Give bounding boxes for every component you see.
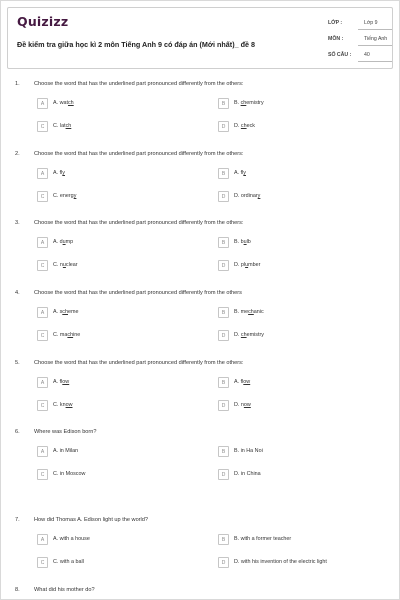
option-letter-box: A [37,534,48,545]
meta-divider [358,29,392,30]
question-number: 2. [15,151,20,157]
option-text: A. flow [234,379,251,385]
option-letter-box: C [37,330,48,341]
question-text: How did Thomas A. Edison light up the world? [34,517,149,523]
option-letter-box: D [218,191,229,202]
meta-class-value: Lớp 9 [364,20,378,26]
option-text: B. chemistry [234,100,264,106]
option-letter-box: A [37,237,48,248]
question-number: 4. [15,290,20,296]
option-text: C. in Moscow [53,471,86,477]
option-text: A. scheme [53,309,79,315]
option-letter-box: C [37,400,48,411]
option-letter-box: C [37,191,48,202]
meta-subject-label: MÔN : [328,36,344,42]
option-text: A. dump [53,239,74,245]
option-letter-box: D [218,260,229,271]
question-number: 7. [15,517,20,523]
option-letter-box: B [218,534,229,545]
worksheet-title: Đề kiểm tra giữa học kì 2 môn Tiếng Anh 9 có đáp án (Mới nhất)_ đề 8 [17,40,255,49]
option-letter-box: B [218,307,229,318]
option-letter-box: C [37,557,48,568]
question-text: Choose the word that has the underlined part pronounced differently from the others: [34,81,244,87]
option-letter-box: A [37,377,48,388]
option-text: D. in China [234,471,261,477]
option-text: D. chemistry [234,332,264,338]
meta-subject-row [320,33,390,47]
option-text: B. with a former teacher [234,536,292,542]
option-text: C. energy [53,193,77,199]
option-letter-box: D [218,121,229,132]
option-letter-box: A [37,98,48,109]
question-text: Choose the word that has the underlined part pronounced differently from the others: [34,360,244,366]
question-text: What did his mother do? [34,587,95,593]
option-letter-box: C [37,260,48,271]
meta-subject-value: Tiếng Anh [364,36,388,42]
option-letter-box: B [218,98,229,109]
option-letter-box: A [37,307,48,318]
option-letter-box: C [37,469,48,480]
option-text: A. in Milan [53,448,79,454]
option-text: D. plumber [234,262,261,268]
question-text: Where was Edison born? [34,429,97,435]
option-letter-box: B [218,446,229,457]
question-number: 3. [15,220,20,226]
option-letter-box: D [218,400,229,411]
meta-count-row [320,49,390,63]
option-text: C. machine [53,332,81,338]
option-text: B. mechanic [234,309,264,315]
meta-class-label: LỚP : [328,20,343,26]
option-letter-box: C [37,121,48,132]
option-letter-box: A [37,168,48,179]
option-text: B. in Ha Noi [234,448,263,454]
meta-class-row [320,17,390,31]
option-text: A. with a house [53,536,90,542]
option-letter-box: B [218,237,229,248]
option-text: B. bulb [234,239,251,245]
option-text: D. with his invention of the electric light [234,559,327,565]
quizizz-logo: Quizizz [17,14,69,29]
option-text: A. fly [234,170,246,176]
option-text: C. nuclear [53,262,78,268]
meta-divider [358,61,392,62]
option-text: A. watch [53,100,74,106]
question-number: 6. [15,429,20,435]
option-text: D. check [234,123,255,129]
meta-count-value: 40 [364,52,370,58]
question-number: 8. [15,587,20,593]
option-letter-box: A [37,446,48,457]
question-text: Choose the word that has the underlined part pronounced differently from the others: [34,220,244,226]
option-letter-box: D [218,557,229,568]
question-number: 5. [15,360,20,366]
option-letter-box: D [218,330,229,341]
meta-divider [358,45,392,46]
meta-count-label: SỐ CÂU : [328,52,352,58]
question-number: 1. [15,81,20,87]
option-text: A. fly [53,170,65,176]
option-text: D. ordinary [234,193,261,199]
option-letter-box: B [218,377,229,388]
option-text: C. with a ball [53,559,84,565]
option-text: C. know [53,402,73,408]
question-text: Choose the word that has the underlined part pronounced differently from the others: [34,151,244,157]
question-text: Choose the word that has the underlined part pronounced differently from the others [34,290,242,296]
option-letter-box: B [218,168,229,179]
option-text: D. now [234,402,251,408]
option-text: C. latch [53,123,72,129]
option-letter-box: D [218,469,229,480]
option-text: A. flow [53,379,70,385]
worksheet-header [7,7,393,69]
